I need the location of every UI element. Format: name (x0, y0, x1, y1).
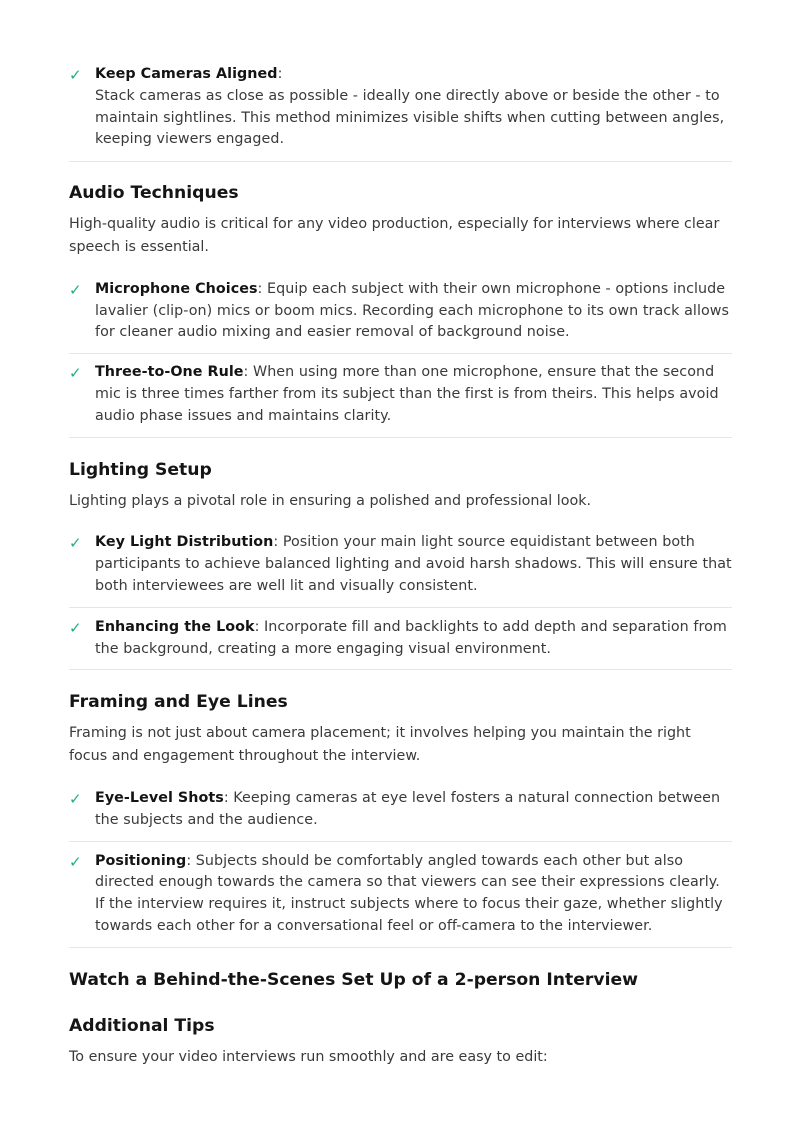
item-title: Three-to-One Rule (95, 364, 244, 381)
item-title: Enhancing the Look (95, 618, 255, 635)
checkmark-icon: ✓ (69, 66, 82, 84)
list-item-keep-cameras-aligned (69, 64, 732, 162)
section-heading-lighting: Lighting Setup (69, 459, 212, 480)
item-separator: : (277, 66, 283, 82)
item-title: Keep Cameras Aligned (95, 66, 278, 82)
item-title: Key Light Distribution (95, 534, 274, 551)
item-text: : Equip each subject with their own microphone - options include lavalier (clip-on) mics or boom mics. Recording each microphone to its own track allows for cleaner audio mixing and easier removal of background noise. (95, 280, 730, 341)
section-heading-audio: Audio Techniques (69, 183, 239, 204)
list-item-key-light-distribution (69, 532, 732, 607)
item-title: Eye-Level Shots (95, 789, 224, 806)
section-heading-video: Watch a Behind-the-Scenes Set Up of a 2-person Interview (69, 969, 639, 990)
list-item-three-to-one-rule (69, 362, 732, 437)
checkmark-icon: ✓ (69, 618, 82, 637)
section-heading-additional-tips: Additional Tips (69, 1015, 215, 1036)
item-text: : When using more than one microphone, ensure that the second mic is three times farther from its subject than the first is from theirs. This helps avoid audio phase issues and maintains clarity. (95, 364, 719, 424)
checkmark-icon: ✓ (69, 789, 82, 808)
item-title: Microphone Choices (95, 280, 258, 297)
list-item-enhancing-the-look (69, 617, 732, 671)
section-intro-audio: High-quality audio is critical for any video production, especially for interviews where clear speech is essential. (69, 216, 720, 255)
list-item-microphone-choices (69, 279, 732, 354)
item-text: : Position your main light source equidistant between both participants to achieve balanced lighting and avoid harsh shadows. This will ensure that both interviewees are well lit and visually consistent. (95, 534, 732, 594)
item-text: : Keeping cameras at eye level fosters a natural connection between the subjects and the audience. (95, 789, 721, 828)
section-intro-additional-tips: To ensure your video interviews run smoothly and are easy to edit: (69, 1048, 548, 1065)
checkmark-icon: ✓ (69, 364, 82, 383)
item-text: Stack cameras as close as possible - ideally one directly above or beside the other - to maintain sightlines. This method minimizes visible shifts when cutting between angles, keeping viewers engaged. (95, 87, 725, 148)
item-title: Positioning (95, 852, 187, 869)
item-text: : Incorporate fill and backlights to add depth and separation from the background, creating a more engaging visual environment. (95, 618, 727, 657)
section-intro-framing: Framing is not just about camera placement; it involves helping you maintain the right focus and engagement throughout the interview. (69, 725, 691, 765)
checkmark-icon: ✓ (69, 280, 82, 299)
checkmark-icon: ✓ (69, 534, 82, 553)
section-heading-framing: Framing and Eye Lines (69, 692, 288, 713)
list-item-eye-level-shots (69, 788, 732, 842)
list-item-positioning (69, 851, 732, 948)
checkmark-icon: ✓ (69, 852, 82, 871)
article-body (69, 64, 732, 1069)
section-intro-lighting: Lighting plays a pivotal role in ensuring a polished and professional look. (69, 492, 592, 509)
item-text: : Subjects should be comfortably angled towards each other but also directed enough towards the camera so that viewers can see their expressions clearly. If the interview requires it, instruct subjects where to focus their gaze, whether slightly towards each other for a conversational feel or off-camera to the interviewer. (95, 852, 723, 934)
